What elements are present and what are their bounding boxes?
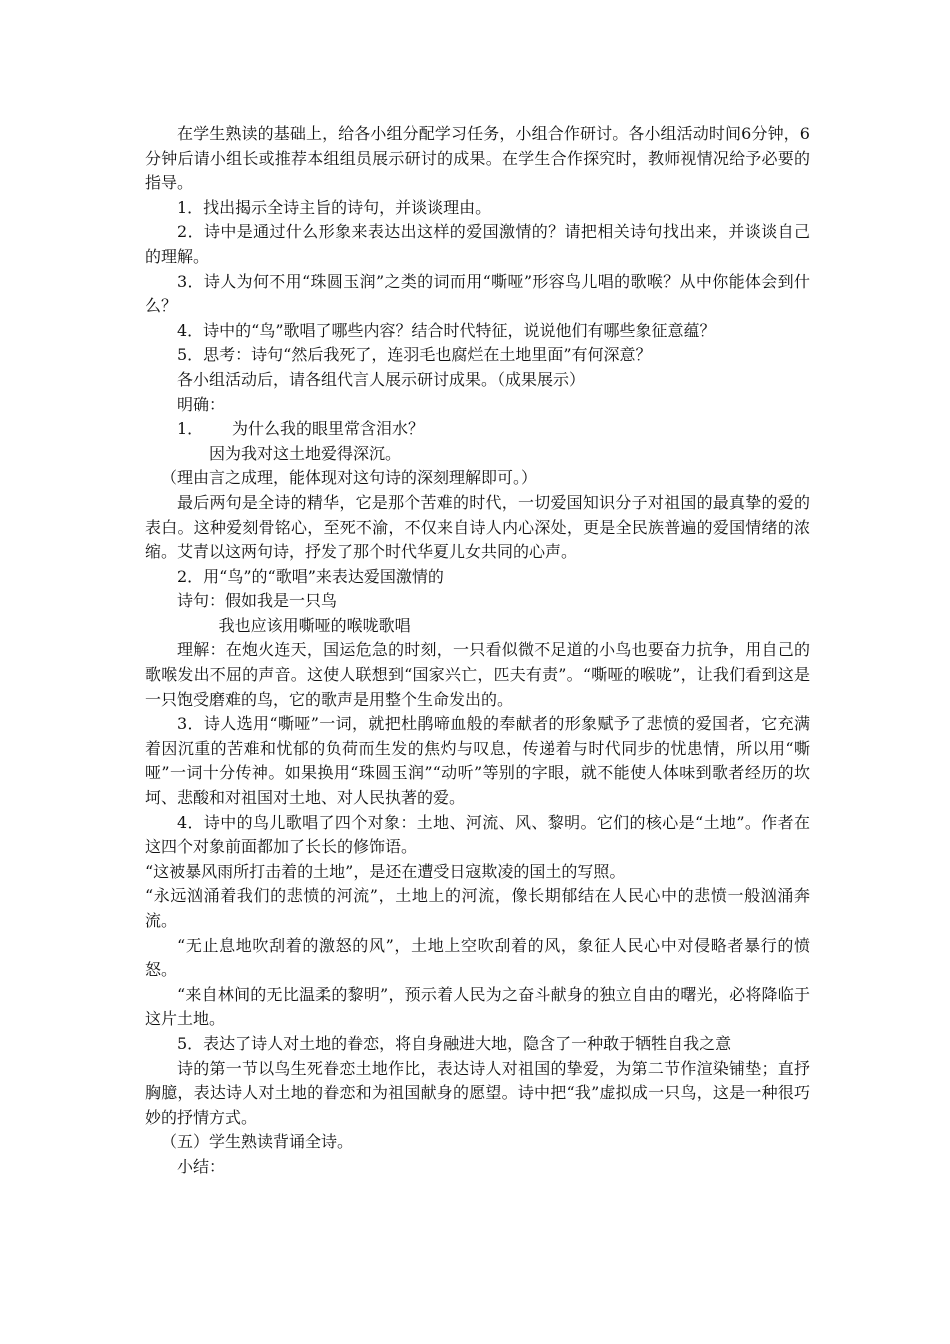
paragraph: 4．诗中的“鸟”歌唱了哪些内容？结合时代特征，说说他们有哪些象征意蕴？ [177, 320, 716, 340]
item-number: 1． [177, 419, 204, 439]
paragraph: 5．表达了诗人对土地的眷恋，将自身融进大地，隐含了一种敢于牺牲自我之意 [177, 1033, 732, 1053]
section-heading: （五）学生熟读背诵全诗。 [161, 1132, 354, 1152]
paragraph: 最后两句是全诗的精华，它是那个苦难的时代，一切爱国知识分子对祖国的最真挚的爱的表白。这种爱刻骨铭心，至死不渝，不仅来自诗人内心深处，更是全民族普遍的爱国情绪的浓缩。艾青以这两句诗，抒发了那个时代华夏儿女共同的心声。 [145, 492, 810, 562]
paragraph: 4．诗中的鸟儿歌唱了四个对象：土地、河流、风、黎明。它们的核心是“土地”。作者在这四个对象前面都加了长长的修饰语。 [145, 812, 810, 857]
paragraph: 诗句：假如我是一只鸟 [177, 591, 338, 611]
paragraph: （理由言之成理，能体现对这句诗的深刻理解即可。） [161, 468, 538, 488]
paragraph: 明确： [177, 394, 226, 414]
poem-line: 因为我对这土地爱得深沉。 [209, 443, 402, 463]
paragraph: 理解：在炮火连天，国运危急的时刻，一只看似微不足道的小鸟也要奋力抗争，用自己的歌喉发出不屈的声音。这使人联想到“国家兴亡，匹夫有责”。“嘶哑的喉咙”，让我们看到这是一只饱受磨难的鸟，它的歌声是用整个生命发出的。 [145, 640, 810, 709]
paragraph: 2．诗中是通过什么形象来表达出这样的爱国激情的？请把相关诗句找出来，并谈谈自己的理解。 [145, 222, 810, 266]
paragraph: 3．诗人为何不用“珠圆玉润”之类的词而用“嘶哑”形容鸟儿唱的歌喉？从中你能体会到什么？ [145, 271, 810, 316]
paragraph: 5．思考：诗句“然后我死了，连羽毛也腐烂在土地里面”有何深意？ [177, 345, 652, 365]
paragraph: “来自林间的无比温柔的黎明”，预示着人民为之奋斗献身的独立自由的曙光，必将降临于这片土地。 [145, 984, 810, 1029]
paragraph: 在学生熟读的基础上，给各小组分配学习任务，小组合作研讨。各小组活动时间6分钟，6分钟后请小组长或推荐本组组员展示研讨的成果。在学生合作探究时，教师视情况给予必要的指导。 [145, 124, 810, 193]
paragraph: 各小组活动后，请各组代言人展示研讨成果。（成果展示） [177, 369, 586, 389]
paragraph: 3．诗人选用“嘶哑”一词，就把杜鹃啼血般的奉献者的形象赋予了悲愤的爱国者，它充满着因沉重的苦难和忧郁的负荷而生发的焦灼与叹息，传递着与时代同步的忧患情，所以用“嘶哑”一词十分传神。如果换用“珠圆玉润”“动听”等别的字眼，就不能使人体味到歌者经历的坎坷、悲酸和对祖国对土地、对人民执著的爱。 [145, 714, 810, 808]
paragraph: “无止息地吹刮着的激怒的风”，土地上空吹刮着的风，象征人民心中对侵略者暴行的愤怒。 [145, 935, 810, 980]
paragraph: 1．找出揭示全诗主旨的诗句，并谈谈理由。 [177, 197, 492, 217]
paragraph: 小结： [177, 1156, 226, 1176]
paragraph: “这被暴风雨所打击着的土地”，是还在遭受日寇欺凌的国土的写照。 [145, 861, 626, 881]
numbered-line [145, 417, 810, 442]
poem-line: 为什么我的眼里常含泪水？ [231, 419, 424, 439]
paragraph: 诗的第一节以鸟生死眷恋土地作比，表达诗人对祖国的挚爱，为第二节作渲染铺垫；直抒胸臆，表达诗人对土地的眷恋和为祖国献身的愿望。诗中把“我”虚拟成一只鸟，这是一种很巧妙的抒情方式。 [145, 1058, 810, 1127]
paragraph: “永远汹涌着我们的悲愤的河流”，土地上的河流，像长期郁结在人民心中的悲愤一般汹涌奔流。 [145, 886, 810, 930]
document-body [145, 122, 810, 1180]
paragraph: 2．用“鸟”的“歌唱”来表达爱国激情的 [177, 566, 444, 586]
poem-line: 我也应该用嘶哑的喉咙歌唱 [218, 615, 411, 635]
